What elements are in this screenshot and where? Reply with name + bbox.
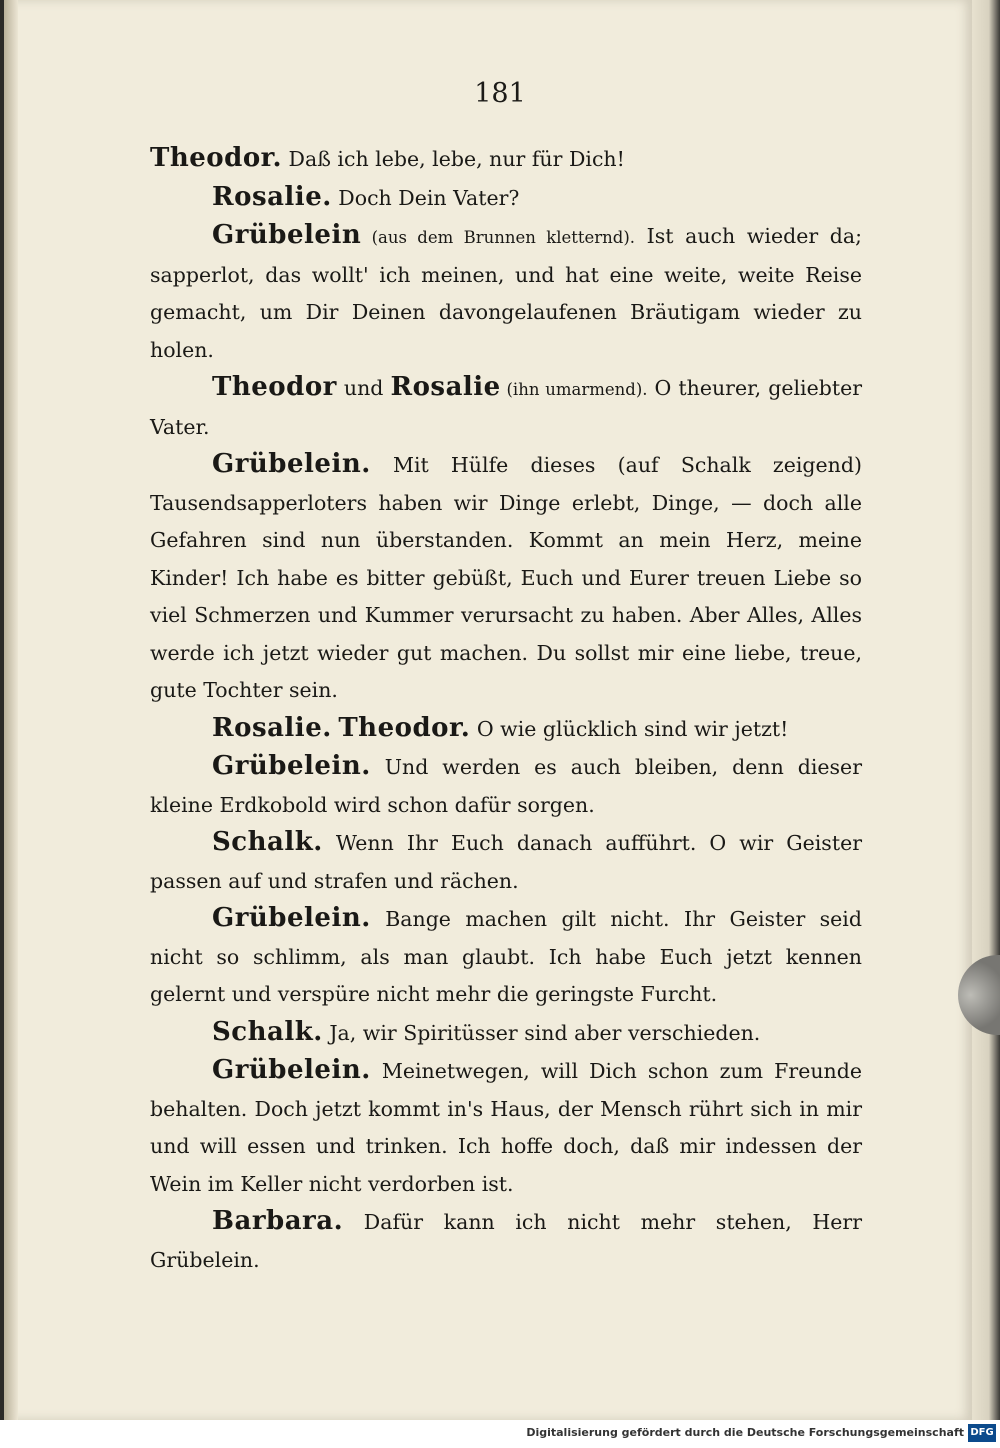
speaker-name: Grübelein.: [212, 751, 371, 781]
speaker-name: Rosalie.: [212, 181, 332, 212]
dialogue-text: Wenn Ihr Euch danach aufführt. O wir Geister passen auf und strafen und rächen.: [150, 831, 862, 893]
dialogue-text: Doch Dein Vater?: [331, 185, 520, 210]
speaker-name: Grübelein.: [212, 1055, 371, 1085]
stage-direction: (aus dem Brunnen kletternd).: [361, 228, 636, 247]
dialogue-paragraph: [150, 900, 862, 1014]
dialogue-paragraph: [150, 1203, 862, 1279]
dialogue-text: Meinetwegen, will Dich schon zum Freunde behalten. Doch jetzt kommt in's Haus, der Mensch rührt sich in mir und will essen und trinken. Ich hoffe doch, daß mir indessen der Wein im Keller nicht verdorben ist.: [150, 1059, 862, 1196]
speaker-name: Grübelein.: [212, 903, 371, 933]
dialogue-text: Bange machen gilt nicht. Ihr Geister seid nicht so schlimm, als man glaubt. Ich habe Euch jetzt kennen gelernt und verspüre nicht mehr die geringste Furcht.: [150, 907, 862, 1006]
speaker-name: Barbara.: [212, 1206, 344, 1236]
dialogue-paragraph: [150, 1014, 862, 1053]
dfg-logo: DFG: [968, 1424, 996, 1442]
page-number: 181: [474, 78, 526, 109]
dialogue-paragraph: [150, 369, 862, 446]
footer-credit: Digitalisierung gefördert durch die Deutsche Forschungsgemeinschaft: [526, 1426, 964, 1439]
speaker-name: Schalk.: [212, 827, 323, 857]
dialogue-paragraph: [150, 748, 862, 824]
dialogue-paragraph: [150, 1052, 862, 1203]
speaker-name: Theodor.: [150, 143, 283, 173]
page-edge-strip: [972, 0, 1000, 1420]
dialogue-paragraph: [150, 179, 862, 218]
dialogue-text: Mit Hülfe dieses (auf Schalk zeigend) Tausendsapperloters haben wir Dinge erlebt, Dinge, — doch alle Gefahren sind nun überstanden. Kommt an mein Herz, meine Kinder! Ich habe es bitter gebüßt, Euch und Eurer treuen Liebe so viel Schmerzen und Kummer verursacht zu haben. Aber Alles, Alles werde ich jetzt wieder gut machen. Du sollst mir eine liebe, treue, gute Tochter sein.: [150, 453, 862, 702]
stage-direction: (ihn umarmend).: [500, 380, 648, 399]
dialogue-text: Und werden es auch bleiben, denn dieser kleine Erdkobold wird schon dafür sorgen.: [150, 755, 862, 817]
speaker-name: Theodor.: [338, 712, 471, 743]
speaker-name: Theodor: [212, 372, 337, 402]
dialogue-paragraph: [150, 710, 862, 749]
dialogue-paragraph: [150, 217, 862, 369]
dialogue-text: Daß ich lebe, lebe, nur für Dich!: [282, 147, 625, 171]
dialogue-text: O wie glücklich sind wir jetzt!: [470, 716, 789, 741]
dialogue-text: Ja, wir Spiritüsser sind aber verschieden.: [322, 1020, 761, 1045]
page-gutter: [4, 0, 18, 1420]
speaker-name: Rosalie: [390, 372, 501, 402]
dialogue-text: O theurer, geliebter Vater.: [150, 376, 863, 439]
speaker-name: Grübelein.: [212, 449, 371, 479]
dialogue-text: Ist auch wieder da; sapperlot, das wollt' ich meinen, und hat eine weite, weite Reise gemacht, um Dir Deinen davongelaufenen Bräutigam wieder zu holen.: [150, 224, 862, 362]
dialogue-paragraph: [150, 446, 862, 710]
dialogue-paragraph: [150, 140, 862, 179]
speaker-connector: und: [336, 376, 391, 400]
speaker-name: Schalk.: [212, 1016, 323, 1047]
speaker-name: Grübelein: [212, 220, 362, 250]
footer-bar: [0, 1420, 1000, 1448]
speaker-name: Rosalie.: [212, 712, 332, 743]
dialogue-paragraph: [150, 824, 862, 900]
play-text: [150, 140, 862, 1279]
dialogue-text: Dafür kann ich nicht mehr stehen, Herr Grübelein.: [150, 1210, 862, 1272]
